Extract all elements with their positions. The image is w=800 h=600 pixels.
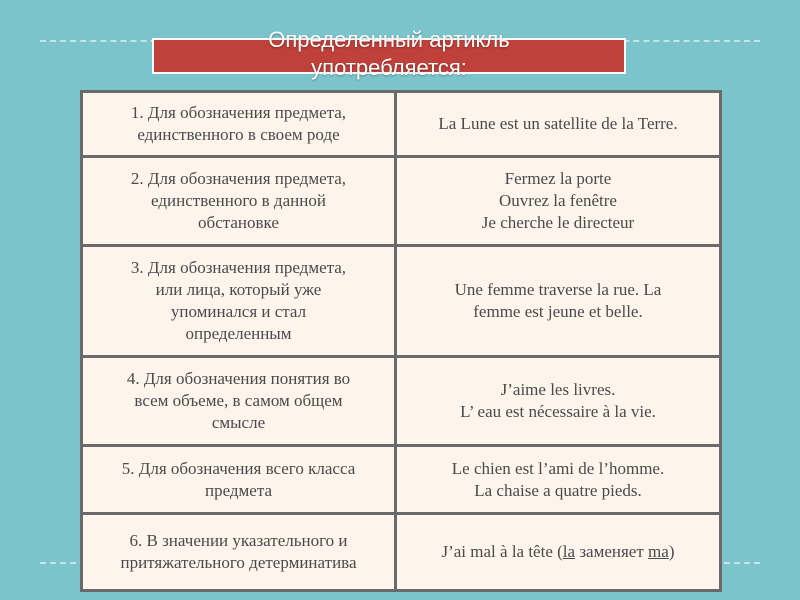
usage-cell: 1. Для обозначения предмета, единственного в своем роде bbox=[83, 93, 394, 155]
article-usage-table bbox=[80, 90, 722, 592]
usage-cell: 5. Для обозначения всего класса предмета bbox=[83, 447, 394, 512]
table-row bbox=[80, 158, 722, 244]
underlined-article-la: la bbox=[562, 542, 576, 561]
example-cell: Une femme traverse la rue. La femme est jeune et belle. bbox=[397, 247, 719, 355]
example-cell: J’aime les livres. L’ eau est nécessaire à la vie. bbox=[397, 358, 719, 444]
table-row bbox=[80, 247, 722, 355]
table-row bbox=[80, 515, 722, 589]
example-cell: La Lune est un satellite de la Terre. bbox=[397, 93, 719, 155]
table-row bbox=[80, 358, 722, 444]
example-cell: Fermez la porte Ouvrez la fenêtre Je cherche le directeur bbox=[397, 158, 719, 244]
example-cell bbox=[397, 515, 719, 589]
example-text: J’ai mal à la tête (la заменяет ma) bbox=[441, 542, 675, 561]
table-row bbox=[80, 93, 722, 155]
title-line-2: употребляется: bbox=[311, 55, 467, 80]
example-cell: Le chien est l’ami de l’homme. La chaise a quatre pieds. bbox=[397, 447, 719, 512]
usage-cell: 3. Для обозначения предмета, или лица, который уже упоминался и стал определенным bbox=[83, 247, 394, 355]
title-line-1: Определенный артикль bbox=[268, 27, 510, 52]
usage-cell: 4. Для обозначения понятия во всем объеме, в самом общем смысле bbox=[83, 358, 394, 444]
usage-cell: 6. В значении указательного и притяжательного детерминатива bbox=[83, 515, 394, 589]
usage-cell: 2. Для обозначения предмета, единственного в данной обстановке bbox=[83, 158, 394, 244]
table-row bbox=[80, 447, 722, 512]
underlined-possessive-ma: ma bbox=[648, 542, 669, 561]
slide-title bbox=[152, 26, 626, 82]
